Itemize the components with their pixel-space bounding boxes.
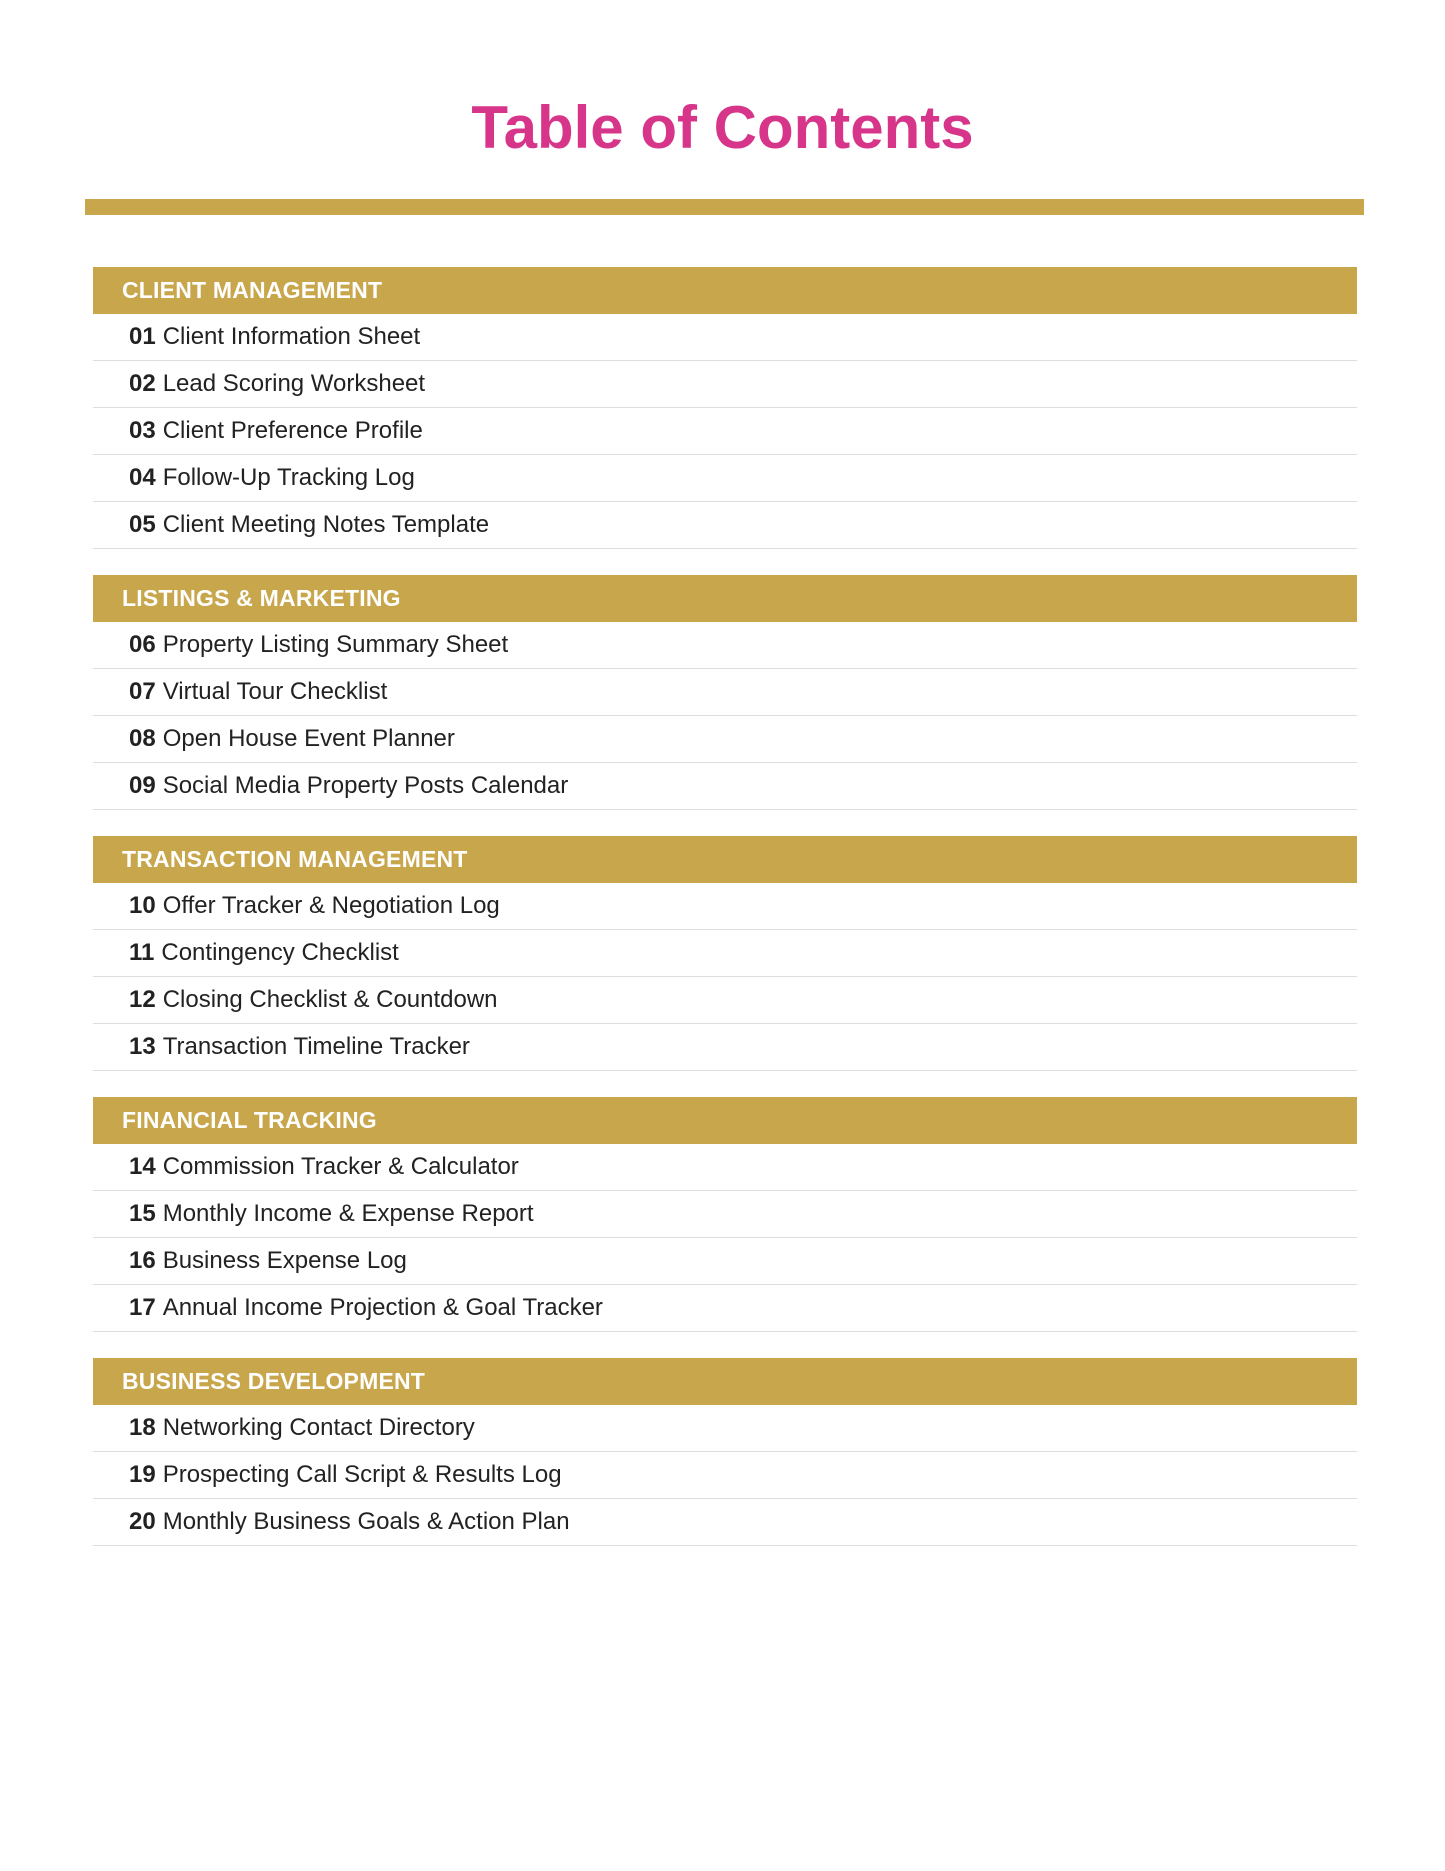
entry-label: Annual Income Projection & Goal Tracker <box>162 1294 603 1321</box>
entry-number: 01 <box>129 323 156 350</box>
entry-number: 17 <box>129 1294 156 1321</box>
entry-label: Property Listing Summary Sheet <box>162 631 509 658</box>
section-header <box>93 1097 1357 1144</box>
entry-label: Monthly Business Goals & Action Plan <box>162 1508 570 1535</box>
entry-number: 15 <box>129 1200 156 1227</box>
entry-label: Prospecting Call Script & Results Log <box>162 1461 562 1488</box>
toc-entry[interactable] <box>93 408 1357 455</box>
entry-label: Contingency Checklist <box>161 939 399 966</box>
section-title: BUSINESS DEVELOPMENT <box>122 1368 426 1394</box>
toc-section <box>93 267 1357 549</box>
entry-number: 10 <box>129 892 156 919</box>
entry-label: Networking Contact Directory <box>162 1414 475 1441</box>
entry-number: 09 <box>129 772 156 799</box>
toc-entry[interactable] <box>93 669 1357 716</box>
toc-entry[interactable] <box>93 1499 1357 1546</box>
entry-number: 20 <box>129 1508 156 1535</box>
entry-number: 16 <box>129 1247 156 1274</box>
section-header <box>93 267 1357 314</box>
section-title: TRANSACTION MANAGEMENT <box>122 846 468 872</box>
entry-number: 06 <box>129 631 156 658</box>
entry-label: Client Information Sheet <box>162 323 421 350</box>
entry-label: Virtual Tour Checklist <box>162 678 388 705</box>
entry-number: 07 <box>129 678 156 705</box>
toc-entry[interactable] <box>93 314 1357 361</box>
toc-entry[interactable] <box>93 1144 1357 1191</box>
entry-number: 14 <box>129 1153 156 1180</box>
entry-label: Open House Event Planner <box>162 725 455 752</box>
entry-label: Closing Checklist & Countdown <box>162 986 498 1013</box>
toc-section <box>93 836 1357 1071</box>
table-of-contents <box>93 267 1357 1572</box>
toc-entry[interactable] <box>93 1238 1357 1285</box>
toc-entry[interactable] <box>93 883 1357 930</box>
toc-entry[interactable] <box>93 977 1357 1024</box>
entry-number: 03 <box>129 417 156 444</box>
entry-number: 04 <box>129 464 156 491</box>
entry-label: Monthly Income & Expense Report <box>162 1200 534 1227</box>
entry-label: Business Expense Log <box>162 1247 407 1274</box>
entry-number: 08 <box>129 725 156 752</box>
entry-number: 02 <box>129 370 156 397</box>
toc-entry[interactable] <box>93 361 1357 408</box>
toc-section <box>93 575 1357 810</box>
entry-label: Commission Tracker & Calculator <box>162 1153 519 1180</box>
title-divider <box>85 199 1364 215</box>
entry-number: 13 <box>129 1033 156 1060</box>
entry-label: Social Media Property Posts Calendar <box>162 772 569 799</box>
entry-label: Offer Tracker & Negotiation Log <box>162 892 500 919</box>
toc-entry[interactable] <box>93 930 1357 977</box>
entry-number: 12 <box>129 986 156 1013</box>
toc-entry[interactable] <box>93 763 1357 810</box>
section-title: FINANCIAL TRACKING <box>122 1107 377 1133</box>
section-header <box>93 1358 1357 1405</box>
toc-entry[interactable] <box>93 1191 1357 1238</box>
entry-number: 19 <box>129 1461 156 1488</box>
toc-section <box>93 1358 1357 1546</box>
toc-entry[interactable] <box>93 502 1357 549</box>
toc-entry[interactable] <box>93 1285 1357 1332</box>
toc-section <box>93 1097 1357 1332</box>
entry-label: Transaction Timeline Tracker <box>162 1033 470 1060</box>
section-title: LISTINGS & MARKETING <box>122 585 401 611</box>
entry-label: Lead Scoring Worksheet <box>162 370 426 397</box>
entry-label: Client Preference Profile <box>162 417 423 444</box>
section-title: CLIENT MANAGEMENT <box>122 277 383 303</box>
entry-label: Client Meeting Notes Template <box>162 511 490 538</box>
entry-number: 18 <box>129 1414 156 1441</box>
toc-entry[interactable] <box>93 1024 1357 1071</box>
section-header <box>93 836 1357 883</box>
entry-number: 05 <box>129 511 156 538</box>
toc-entry[interactable] <box>93 622 1357 669</box>
toc-entry[interactable] <box>93 1452 1357 1499</box>
toc-entry[interactable] <box>93 716 1357 763</box>
page-title: Table of Contents <box>471 94 974 161</box>
section-header <box>93 575 1357 622</box>
entry-number: 11 <box>129 939 155 966</box>
entry-label: Follow-Up Tracking Log <box>162 464 415 491</box>
toc-entry[interactable] <box>93 1405 1357 1452</box>
toc-entry[interactable] <box>93 455 1357 502</box>
